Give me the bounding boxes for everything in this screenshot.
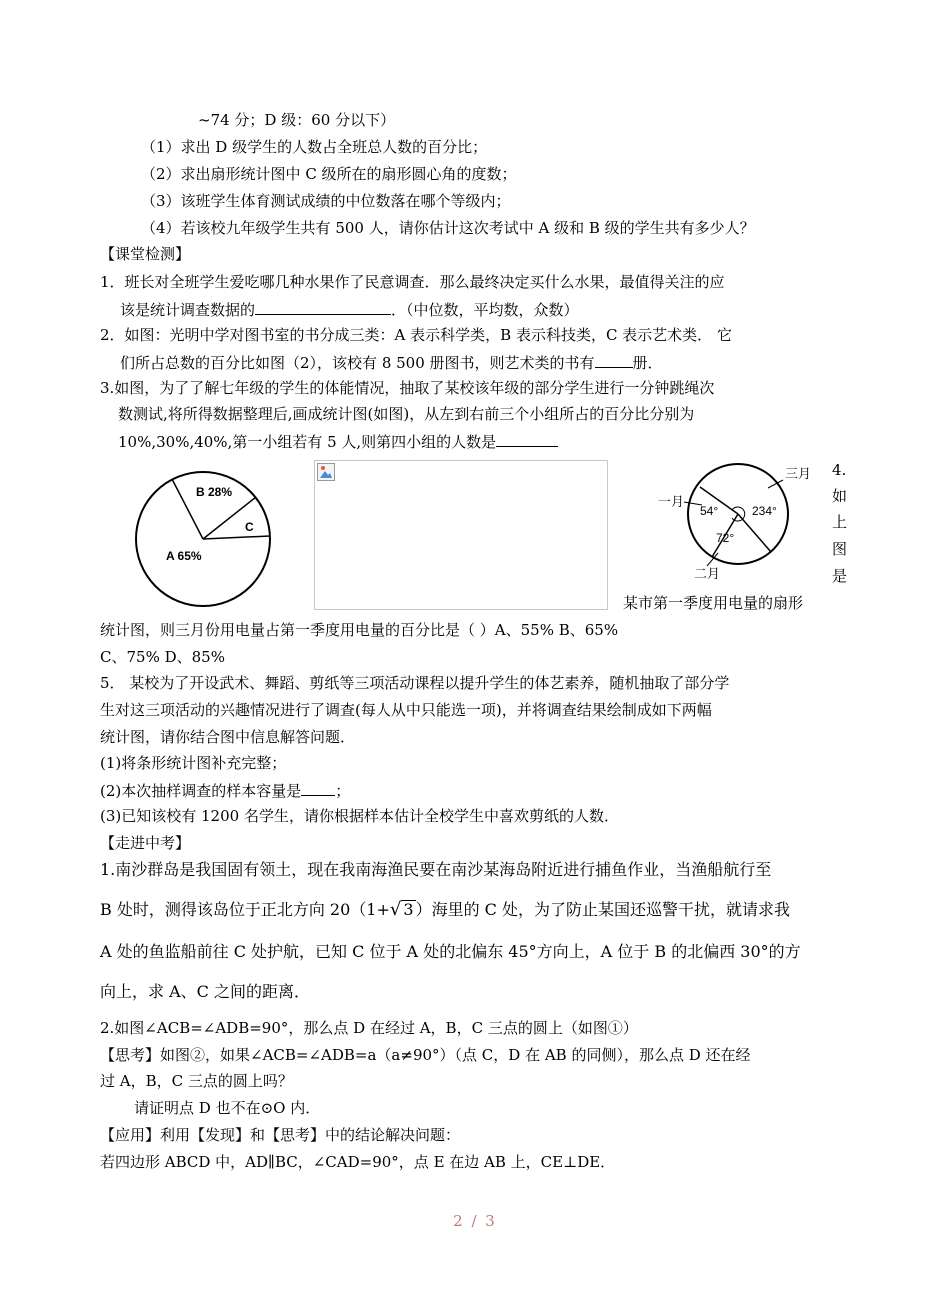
problem-2-unit: 册． [632, 354, 663, 372]
section-heading-ketang: 【课堂检测】 [100, 245, 191, 263]
zk-problem-2-line-5: 【应用】利用【发现】和【思考】中的结论解决问题： [100, 1126, 461, 1144]
pie-chart-months [650, 458, 830, 582]
problem-5-line-3: 统计图，请你结合图中信息解答问题． [100, 728, 356, 746]
problem-4-line-1: 某市第一季度用电量的扇形 [623, 594, 804, 612]
subquestion-4: （4）若该校九年级学生共有 500 人，请你估计这次考试中 A 级和 B 级的学生共有多少人？ [141, 219, 755, 237]
problem-3-line-2: 数测试,将所得数据整理后,画成统计图(如图)，从左到右前三个小组所占的百分比分别为 [118, 405, 695, 423]
angle-54: 54° [700, 504, 719, 518]
answer-blank [595, 351, 633, 368]
answer-blank [255, 298, 391, 315]
problem-5-part-3: (3)已知该校有 1200 名学生，请你根据样本估计全校学生中喜欢剪纸的人数． [100, 807, 619, 825]
problem-5-part-1: (1)将条形统计图补充完整； [100, 754, 287, 772]
problem-2-line-1: 2．如图：光明中学对图书室的书分成三类：A 表示科学类，B 表示科技类，C 表示艺术类． 它 [100, 326, 732, 344]
answer-blank [496, 430, 558, 447]
problem-4-side-4: 图 [832, 540, 848, 558]
problem-5-part-2 [100, 779, 350, 801]
zk-problem-2-line-4: 请证明点 D 也不在⊙O 内． [134, 1099, 321, 1117]
radicand: 3 [403, 900, 414, 919]
zk-problem-1-line-4: 向上，求 A、C 之间的距离． [100, 982, 310, 1001]
zk-problem-2-line-2: 【思考】如图②，如果∠ACB=∠ADB=a（a≠90°）（点 C，D 在 AB 的同侧），那么点 D 还在经 [100, 1046, 751, 1064]
pie-label-a: A 65% [166, 549, 202, 563]
subquestion-3: （3）该班学生体育测试成绩的中位数落在哪个等级内； [141, 192, 511, 210]
label-march: 三月 [785, 466, 812, 481]
pie-chart-abc [132, 468, 274, 610]
page-number: 2 / 3 [453, 1212, 497, 1230]
missing-chart-image [314, 460, 608, 610]
zk-problem-2-line-1: 2.如图∠ACB=∠ADB=90°，那么点 D 在经过 A，B，C 三点的圆上（如图①） [100, 1019, 638, 1037]
zk-problem-1-line-3: A 处的鱼监船前往 C 处护航，已知 C 位于 A 处的北偏东 45°方向上，A 位于 B 的北偏西 30°的方 [100, 942, 801, 961]
problem-4-side-2: 如 [832, 487, 848, 505]
broken-image-icon [317, 463, 335, 481]
zk-problem-1-line-1: 1.南沙群岛是我国固有领土，现在我南海渔民要在南沙某海岛附近进行捕鱼作业，当渔船航行至 [100, 860, 772, 879]
angle-72: 72° [716, 531, 735, 545]
label-february: 二月 [694, 566, 721, 581]
prev-question-tail: ~74 分；D 级：60 分以下） [198, 111, 396, 129]
problem-5-line-1: 5． 某校为了开设武术、舞蹈、剪纸等三项活动课程以提升学生的体艺素养，随机抽取了部分学 [100, 674, 730, 692]
problem-1-text: 该是统计调查数据的 [120, 301, 256, 319]
pie-label-c: C [245, 520, 254, 534]
angle-234: 234° [752, 504, 777, 518]
section-heading-zhongkao: 【走进中考】 [100, 834, 191, 852]
zk-problem-2-line-3: 过 A，B，C 三点的圆上吗？ [100, 1072, 293, 1090]
zk-problem-1-text-tail: ）海里的 C 处，为了防止某国还巡警干扰，就请求我 [415, 900, 790, 919]
pie-label-b: B 28% [196, 485, 233, 499]
problem-1-line-2 [120, 298, 579, 320]
problem-1-options: ．（中位数，平均数，众数） [391, 301, 579, 319]
problem-4-side-1: 4. [832, 461, 847, 479]
subquestion-2: （2）求出扇形统计图中 C 级所在的扇形圆心角的度数； [141, 165, 517, 183]
problem-3-line-1: 3.如图，为了了解七年级的学生的体能情况，抽取了某校该年级的部分学生进行一分钟跳绳次 [100, 379, 715, 397]
zk-problem-1-text: B 处时，测得该岛位于正北方向 20（1+ [100, 900, 390, 919]
problem-5-part-2-text: (2)本次抽样调查的样本容量是 [100, 782, 302, 800]
problem-5-line-2: 生对这三项活动的兴趣情况进行了调查(每人从中只能选一项)，并将调查结果绘制成如下两幅 [100, 701, 712, 719]
zk-problem-1-line-2: B 处时，测得该岛位于正北方向 20（1+√ 3 ）海里的 C 处，为了防止某国还巡警干扰，就请求我 [100, 899, 790, 920]
problem-1-line-1: 1．班长对全班学生爱吃哪几种水果作了民意调查．那么最终决定买什么水果，最值得关注的应 [100, 273, 725, 291]
problem-3-line-3 [118, 430, 558, 452]
problem-4-line-3: C、75% D、85% [100, 648, 225, 666]
answer-blank [301, 779, 335, 796]
label-january: 一月 [658, 494, 685, 509]
problem-4-line-2: 统计图，则三月份用电量占第一季度用电量的百分比是（ ）A、55% B、65% [100, 621, 619, 639]
problem-3-text: 10%,30%,40%,第一小组若有 5 人,则第四小组的人数是 [118, 433, 497, 451]
zk-problem-2-line-6: 若四边形 ABCD 中，AD∥BC，∠CAD=90°，点 E 在边 AB 上，CE⊥DE． [100, 1153, 616, 1171]
problem-5-part-2-tail: ； [335, 782, 351, 800]
problem-4-side-5: 是 [832, 567, 848, 585]
problem-4-side-3: 上 [832, 513, 848, 531]
subquestion-1: （1）求出 D 级学生的人数占全班总人数的百分比； [141, 138, 488, 156]
problem-2-line-2 [120, 351, 663, 373]
problem-2-text: 们所占总数的百分比如图（2），该校有 8 500 册图书，则艺术类的书有 [120, 354, 595, 372]
